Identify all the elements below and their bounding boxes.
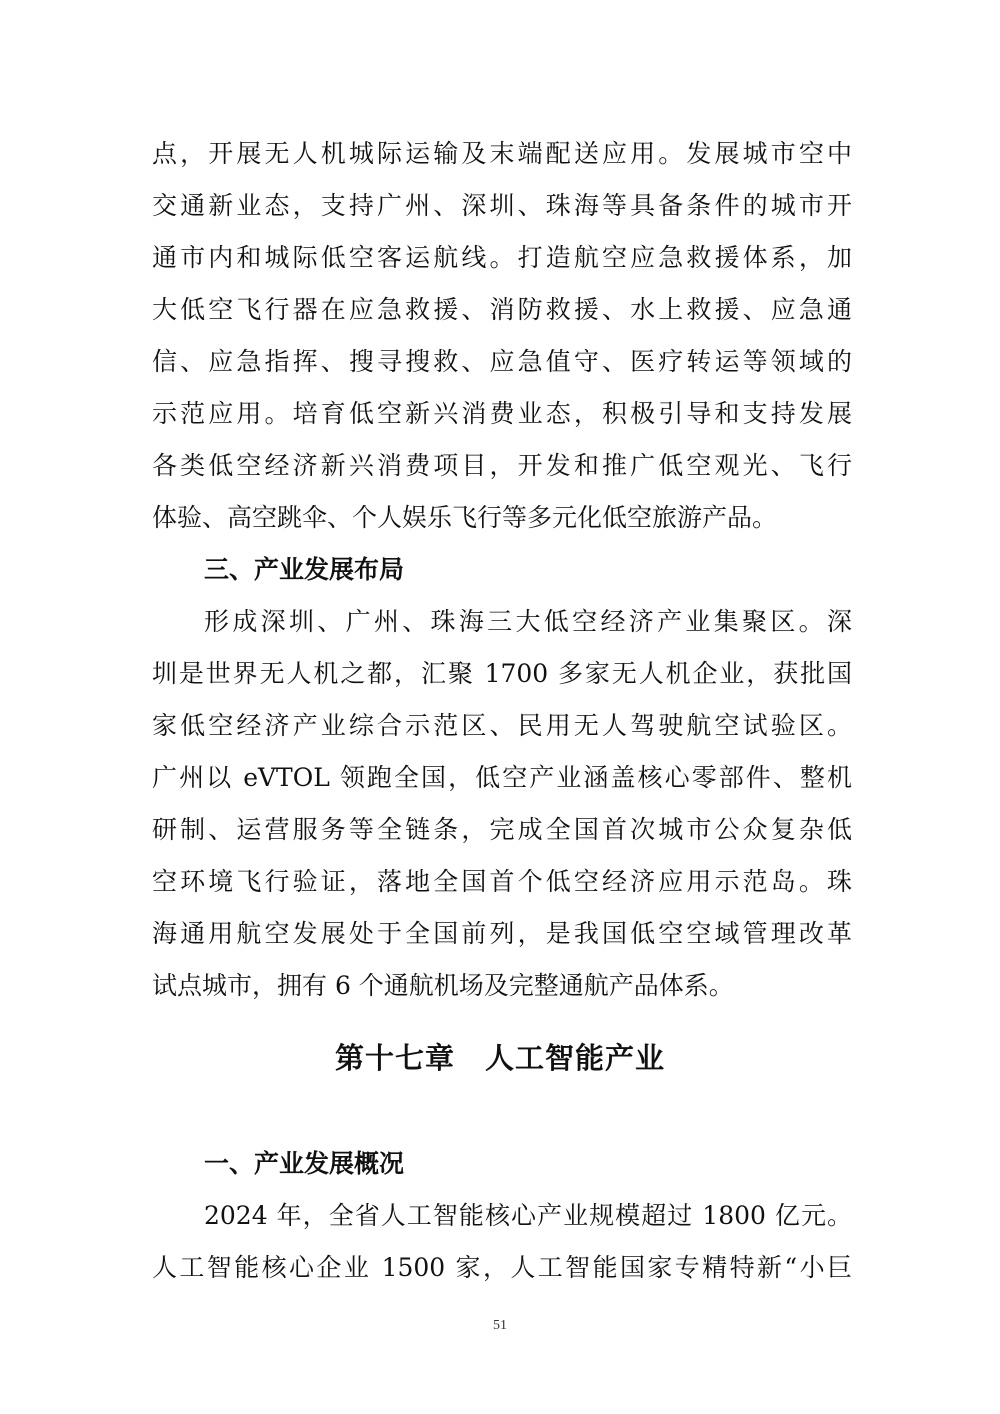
text-line: 点，开展无人机城际运输及末端配送应用。发展城市空中: [152, 139, 852, 168]
text-line: 空环境飞行验证，落地全国首个低空经济应用示范岛。珠: [152, 867, 852, 896]
page-number: 51: [493, 1318, 507, 1333]
text-line: 圳是世界无人机之都，汇聚 1700 多家无人机企业，获批国: [152, 659, 852, 688]
text-line: 家低空经济产业综合示范区、民用无人驾驶航空试验区。: [152, 711, 852, 740]
text-line: 人工智能核心企业 1500 家，人工智能国家专精特新“小巨: [152, 1253, 852, 1282]
section-heading-industry-layout: 三、产业发展布局: [204, 555, 405, 584]
text-line: 广州以 eVTOL 领跑全国，低空产业涵盖核心零部件、整机: [152, 763, 852, 792]
chapter-title: 第十七章 人工智能产业: [334, 1041, 665, 1075]
section-heading-industry-overview: 一、产业发展概况: [204, 1149, 405, 1178]
text-line: 各类低空经济新兴消费项目，开发和推广低空观光、飞行: [152, 451, 852, 480]
text-line: 体验、高空跳伞、个人娱乐飞行等多元化低空旅游产品。: [152, 503, 778, 532]
text-line: 示范应用。培育低空新兴消费业态，积极引导和支持发展: [152, 399, 852, 428]
text-line: 海通用航空发展处于全国前列，是我国低空空域管理改革: [152, 919, 852, 948]
text-line: 信、应急指挥、搜寻搜救、应急值守、医疗转运等领域的: [152, 347, 852, 376]
text-line: 2024 年，全省人工智能核心产业规模超过 1800 亿元。: [204, 1201, 852, 1230]
text-line: 通市内和城际低空客运航线。打造航空应急救援体系，加: [152, 243, 852, 272]
text-line: 试点城市，拥有 6 个通航机场及完整通航产品体系。: [152, 971, 734, 1000]
text-line: 研制、运营服务等全链条，完成全国首次城市公众复杂低: [152, 815, 852, 844]
text-line: 形成深圳、广州、珠海三大低空经济产业集聚区。深: [204, 607, 852, 636]
text-line: 交通新业态，支持广州、深圳、珠海等具备条件的城市开: [152, 191, 852, 220]
text-line: 大低空飞行器在应急救援、消防救援、水上救援、应急通: [152, 295, 852, 324]
